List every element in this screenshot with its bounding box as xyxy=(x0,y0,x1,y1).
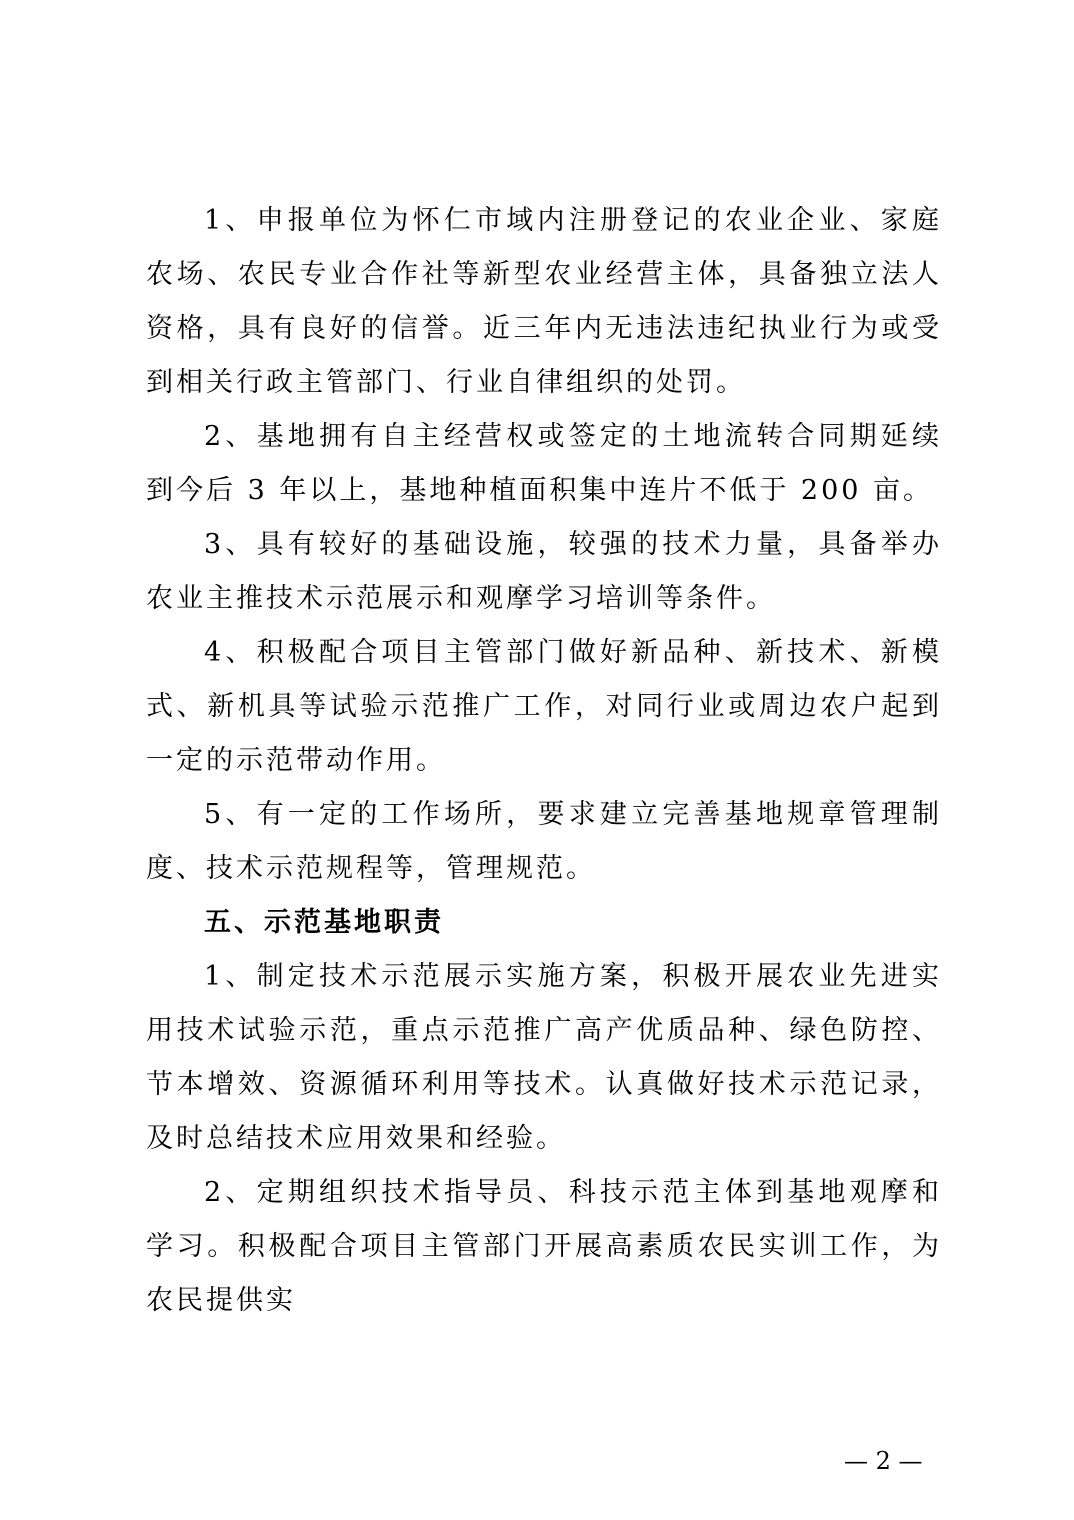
paragraph-duty-2: 2、定期组织技术指导员、科技示范主体到基地观摩和学习。积极配合项目主管部门开展高素质农民实训工作，为农民提供实 xyxy=(146,1177,942,1316)
section-heading: 五、示范基地职责 xyxy=(204,907,444,938)
page-number: — 2 — xyxy=(844,1447,923,1475)
paragraph-requirement-3: 3、具有较好的基础设施，较强的技术力量，具备举办农业主推技术示范展示和观摩学习培训等条件。 xyxy=(146,529,942,614)
paragraph-requirement-2: 2、基地拥有自主经营权或签定的土地流转合同期延续到今后 3 年以上，基地种植面积集中连片不低于 200 亩。 xyxy=(146,421,942,506)
paragraph-requirement-5: 5、有一定的工作场所，要求建立完善基地规章管理制度、技术示范规程等，管理规范。 xyxy=(146,799,942,884)
paragraph-duty-1: 1、制定技术示范展示实施方案，积极开展农业先进实用技术试验示范，重点示范推广高产优质品种、绿色防控、节本增效、资源循环利用等技术。认真做好技术示范记录，及时总结技术应用效果和经验。 xyxy=(146,961,942,1154)
document-body xyxy=(146,194,942,1328)
paragraph-requirement-1: 1、申报单位为怀仁市域内注册登记的农业企业、家庭农场、农民专业合作社等新型农业经营主体，具备独立法人资格，具有良好的信誉。近三年内无违法违纪执业行为或受到相关行政主管部门、行业自律组织的处罚。 xyxy=(146,205,942,398)
paragraph-requirement-4: 4、积极配合项目主管部门做好新品种、新技术、新模式、新机具等试验示范推广工作，对同行业或周边农户起到一定的示范带动作用。 xyxy=(146,637,942,776)
